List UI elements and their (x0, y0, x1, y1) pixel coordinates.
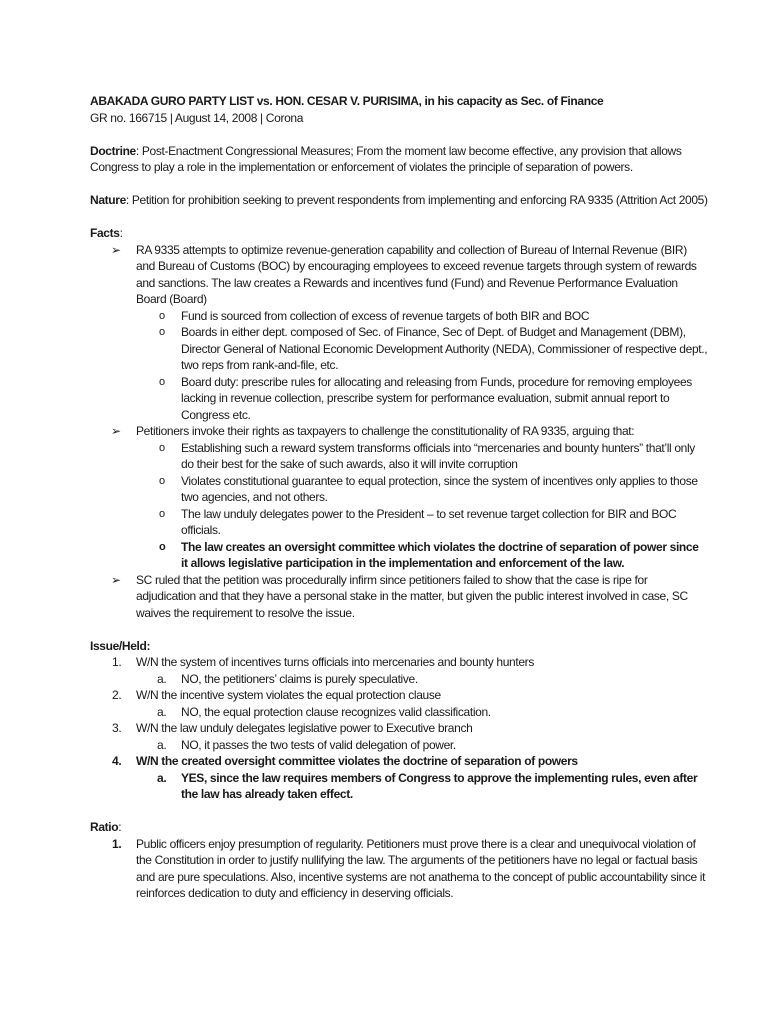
facts-label: Facts (90, 226, 120, 240)
held-item: a. NO, the equal protection clause recognizes valid classification. (157, 704, 491, 719)
circle-bullet-icon: o (159, 441, 165, 454)
fact-subitem (90, 440, 708, 473)
circle-bullet-icon: o (159, 507, 165, 520)
case-citation: GR no. 166715 | August 14, 2008 | Corona (90, 110, 304, 125)
issue-item-emphasized: 4. W/N the created oversight committee violates the doctrine of separation of powers (112, 754, 578, 768)
fact-subitem-text: Violates constitutional guarantee to equal protection, since the system of incentives only applies to those two agencies, and not others. (181, 473, 698, 504)
case-title: ABAKADA GURO PARTY LIST vs. HON. CESAR V. PURISIMA, in his capacity as Sec. of Finance (90, 94, 604, 108)
facts-heading: Facts: (90, 226, 123, 240)
circle-bullet-icon: o (159, 326, 165, 338)
fact-item (90, 423, 708, 440)
fact-subitem (90, 308, 708, 325)
ratio-heading: Ratio: (90, 820, 122, 834)
nature-label: Nature (90, 193, 126, 207)
fact-subitem (90, 473, 708, 506)
ratio-item: 1. Public officers enjoy presumption of regularity. Petitioners must prove there is a clear and unequivocal violation of the Constitution in order to justify nullifying the law. The arguments of the petitioners have no legal or factual basis and are pure speculations. Also, incentive systems are not anathema to the concept of public accountability since it reinforces dedication to duty and efficiency in deserving officials. (112, 836, 706, 900)
issue-item: 1. W/N the system of incentives turns officials into mercenaries and bounty hunters (112, 655, 534, 669)
held-text: YES, since the law requires members of Congress to approve the implementing rules, even after the law has already taken effect. (181, 770, 698, 801)
arrow-bullet-icon: ➢ (111, 424, 121, 438)
held-item-emphasized: a. YES, since the law requires members of Congress to approve the implementing rules, even after the law has already taken effect. (157, 770, 698, 801)
circle-bullet-icon: o (159, 309, 165, 322)
issue-held-heading: Issue/Held: (90, 638, 151, 653)
issue-text: W/N the incentive system violates the equal protection clause (136, 688, 441, 702)
ratio-text: Public officers enjoy presumption of regularity. Petitioners must prove there is a clear and unequivocal violation of the Constitution in order to justify nullifying the law. The arguments of the petitioners have no legal or factual basis and are pure speculations. Also, incentive systems are not anathema to the concept of public accountability since it reinforces dedication to duty and efficiency in deserving officials. (136, 836, 706, 900)
fact-text: RA 9335 attempts to optimize revenue-generation capability and collection of Bureau of Internal Revenue (BIR) and Bureau of Customs (BOC) by encouraging employees to exceed revenue targets through system of rewards and sanctions. The law creates a Rewards and incentives fund (Fund) and Revenue Performance Evaluation Board (Board) (136, 242, 697, 306)
doctrine-text: : Post-Enactment Congressional Measures; From the moment law become effective, any provision that allows Congress to play a role in the implementation or enforcement of violates the principle of separation of powers. (90, 143, 682, 174)
ratio-label: Ratio (90, 820, 119, 834)
circle-bullet-icon: o (159, 474, 165, 487)
doctrine-paragraph (90, 143, 708, 176)
fact-text: SC ruled that the petition was procedurally infirm since petitioners failed to show that the case is ripe for adjudication and that they have a personal stake in the matter, but given the public interest involved in case, SC waives the requirement to resolve the issue. (136, 572, 688, 620)
doctrine-label: Doctrine (90, 143, 136, 158)
fact-item (90, 572, 708, 622)
fact-subitem-text: The law creates an oversight committee which violates the doctrine of separation of power since it allows legislative participation in the implementation and enforcement of the law. (181, 539, 699, 570)
held-item: a. NO, the petitioners’ claims is purely speculative. (157, 671, 418, 686)
issue-item: 2. W/N the incentive system violates the equal protection clause (112, 688, 441, 702)
circle-bullet-icon: o (159, 375, 165, 388)
circle-bullet-icon: o (159, 540, 166, 553)
arrow-bullet-icon: ➢ (111, 572, 121, 587)
fact-subitem-text: Establishing such a reward system transforms officials into “mercenaries and bounty hunters” that’ll only do their best for the sake of such awards, also it will invite corruption (181, 440, 695, 471)
held-text: NO, it passes the two tests of valid delegation of power. (181, 737, 456, 752)
fact-subitem-text: Fund is sourced from collection of excess of revenue targets of both BIR and BOC (181, 308, 590, 323)
fact-subitem (90, 374, 708, 424)
held-text: NO, the petitioners’ claims is purely speculative. (181, 671, 418, 686)
fact-subitem-text: The law unduly delegates power to the President – to set revenue target collection for BIR and BOC officials. (181, 506, 677, 537)
issue-text: W/N the law unduly delegates legislative power to Executive branch (136, 721, 473, 735)
fact-subitem-text: Board duty: prescribe rules for allocating and releasing from Funds, procedure for removing employees lacking in revenue collection, prescribe system for performance evaluation, submit annual report to Congress etc. (181, 374, 692, 422)
fact-item (90, 242, 708, 308)
issue-item: 3. W/N the law unduly delegates legislative power to Executive branch (112, 721, 473, 735)
held-text: NO, the equal protection clause recognizes valid classification. (181, 704, 491, 719)
fact-subitem (90, 506, 708, 539)
issue-text: W/N the created oversight committee violates the doctrine of separation of powers (136, 754, 578, 768)
fact-text: Petitioners invoke their rights as taxpayers to challenge the constitutionality of RA 9335, arguing that: (136, 424, 635, 438)
issue-text: W/N the system of incentives turns officials into mercenaries and bounty hunters (136, 655, 534, 669)
fact-subitem (90, 324, 708, 374)
held-item: a. NO, it passes the two tests of valid delegation of power. (157, 737, 456, 752)
nature-text: : Petition for prohibition seeking to prevent respondents from implementing and enforcing RA 9335 (Attrition Act 2005) (125, 193, 708, 207)
fact-subitem-text: Boards in either dept. composed of Sec. of Finance, Sec of Dept. of Budget and Management (DBM), Director General of National Economic Development Authority (NEDA), Commissioner of respective dept., two reps from rank-and-file, etc. (181, 325, 708, 372)
arrow-bullet-icon: ➢ (111, 242, 121, 257)
fact-subitem-emphasized (90, 539, 708, 572)
nature-paragraph (90, 192, 708, 209)
